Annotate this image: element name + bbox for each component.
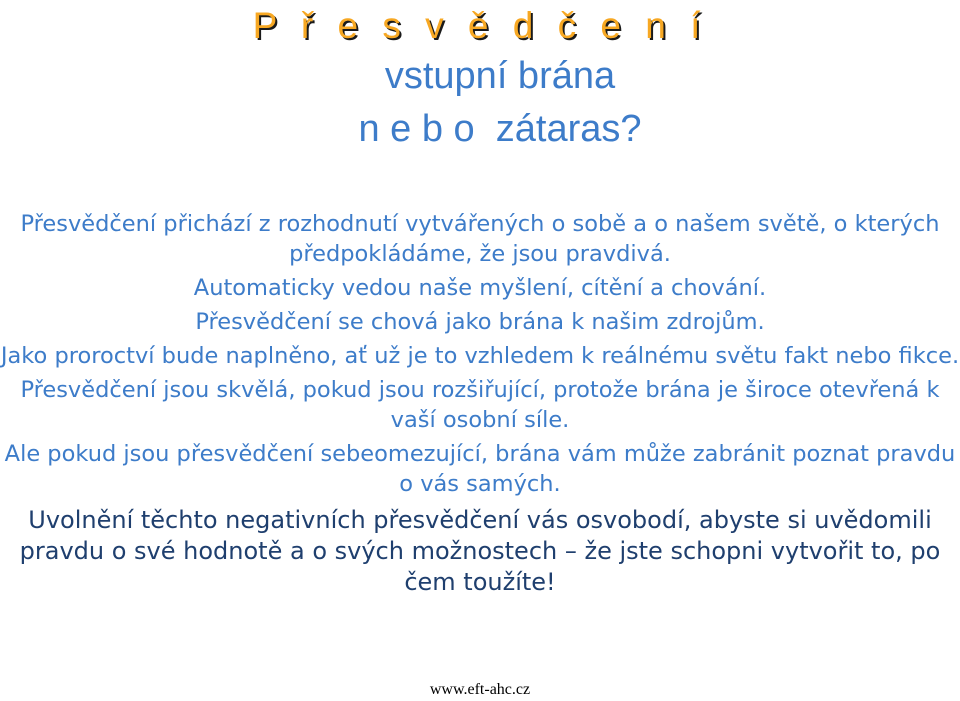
slide-subtitle-line-2: n e b o zátaras? [358, 108, 642, 150]
closing-paragraph: Uvolnění těchto negativních přesvědčení vás osvobodí, abyste si uvědomili pravdu o své hodnotě a o svých možnostech – že jste schopni vytvořit to, po čem toužíte! [19, 506, 941, 596]
body-paragraph-3: Přesvědčení se chová jako brána k našim zdrojům. [195, 309, 765, 335]
body-paragraph-1: Přesvědčení přichází z rozhodnutí vytvářených o sobě a o našem světě, o kterých předpokládáme, že jsou pravdivá. [20, 211, 940, 267]
body-paragraph-4: Jako proroctví bude naplněno, ať už je to vzhledem k reálnému světu fakt nebo fikce. [0, 343, 960, 369]
slide-title: P ř e s v ě d č e n í [252, 5, 708, 46]
body-paragraph-2: Automaticky vedou naše myšlení, cítění a chování. [193, 275, 767, 301]
body-paragraph-6: Ale pokud jsou přesvědčení sebeomezující, brána vám může zabránit poznat pravdu o vás samých. [4, 441, 956, 497]
slide-subtitle-line-1: vstupní brána [384, 55, 616, 97]
body-paragraph-5: Přesvědčení jsou skvělá, pokud jsou rozšiřující, protože brána je široce otevřená k vaší osobní síle. [20, 377, 940, 433]
footer-url: www.eft-ahc.cz [429, 681, 531, 698]
slide-body [0, 209, 960, 602]
